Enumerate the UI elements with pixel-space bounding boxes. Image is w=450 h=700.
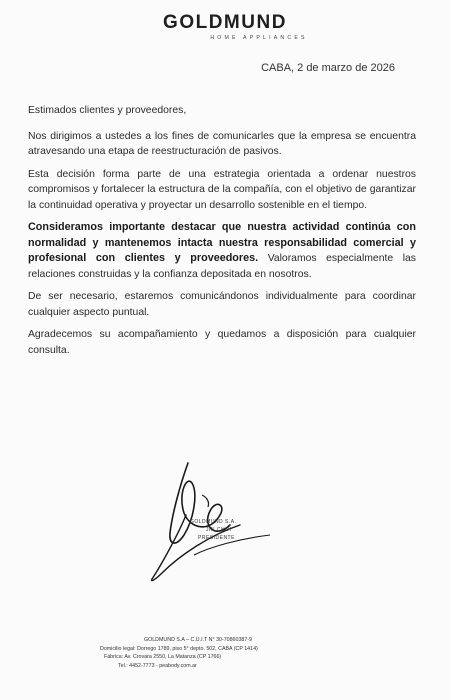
letter-greeting: Estimados clientes y proveedores, bbox=[28, 105, 187, 116]
company-logo bbox=[0, 12, 450, 41]
paragraph-3-bold: Consideramos importante destacar que nuestra actividad continúa con normalidad y mantenemos intacta nuestra responsabilidad comercial y profesional con clientes y proveedores. bbox=[28, 221, 416, 264]
logo-brand: GOLDMUND bbox=[163, 12, 287, 33]
paragraph-2: Esta decisión forma parte de una estrategia orientada a ordenar nuestros compromisos y fortalecer la estructura de la compañía, con el objetivo de garantizar la continuidad operativa y proyectar un desarrollo sostenible en el tiempo. bbox=[28, 168, 416, 211]
footer-contact: Tel.: 4452-7773 - peabody.com.ar bbox=[118, 662, 197, 669]
paragraph-4: De ser necesario, estaremos comunicándonos individualmente para coordinar cualquier aspecto puntual. bbox=[28, 291, 416, 318]
footer-company: GOLDMUND S.A – C.U.I.T N° 30-70860387-9 bbox=[144, 637, 253, 643]
stamp-company: GOLDMUND S.A. bbox=[190, 519, 237, 525]
logo-tagline: HOME APPLIANCES bbox=[210, 35, 308, 41]
letter-footer bbox=[100, 636, 330, 670]
paragraph-5: Agradecemos su acompañamiento y quedamos a disposición para cualquier consulta. bbox=[28, 329, 416, 356]
stamp-name: JIN CHOI bbox=[206, 527, 232, 533]
signature-block bbox=[150, 455, 300, 590]
letter-date: CABA, 2 de marzo de 2026 bbox=[261, 62, 395, 74]
footer-factory: Fábrica: Av. Crovara 2550, La Matanza (CP 1766) bbox=[104, 654, 222, 661]
footer-address: Domicilio legal: Dorrego 1789, piso 5° depto. 502, CABA (CP 1414) bbox=[100, 645, 258, 652]
paragraph-1: Nos dirigimos a ustedes a los fines de comunicarles que la empresa se encuentra atravesando una etapa de reestructuración de pasivos. bbox=[28, 130, 416, 157]
paragraph-3 bbox=[28, 220, 416, 282]
stamp-title: PRESIDENTE bbox=[198, 535, 235, 541]
letter-body bbox=[28, 103, 416, 365]
paragraph-3-rest: Valoramos especialmente las relaciones construidas y la confianza depositada en nosotros. bbox=[28, 253, 416, 280]
